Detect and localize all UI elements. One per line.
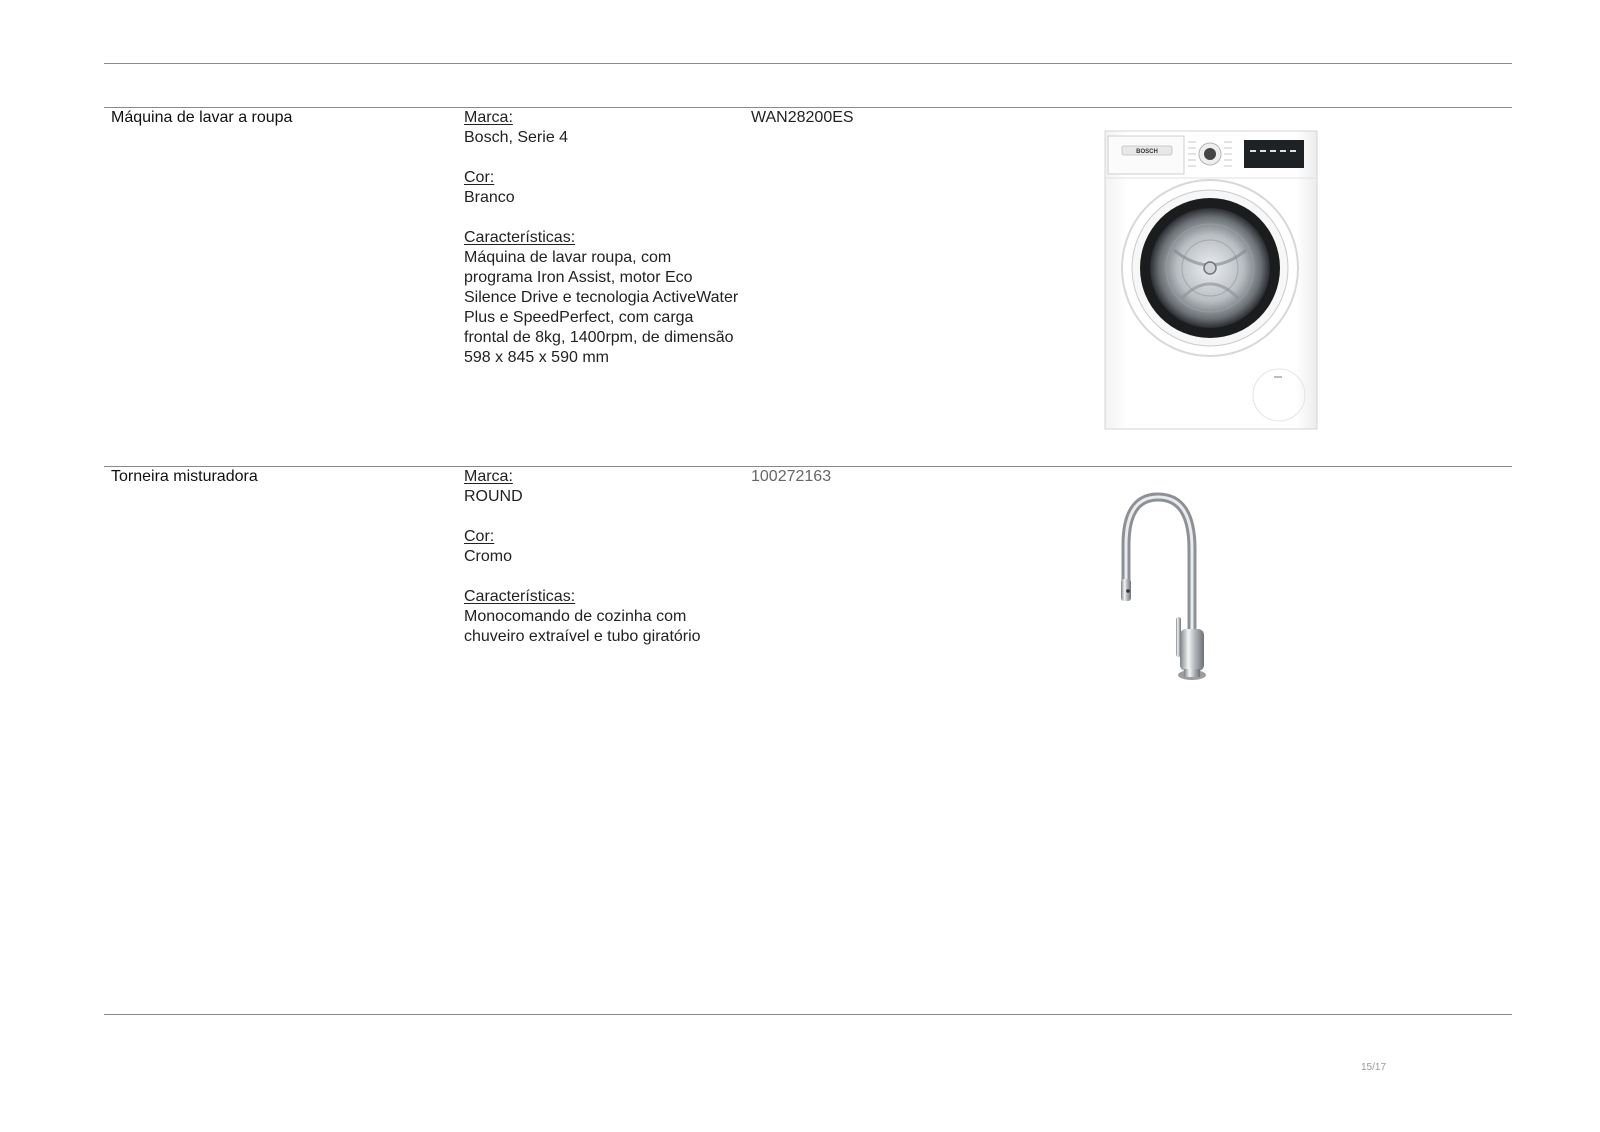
product-specs [464, 467, 739, 647]
product-name: Torneira misturadora [111, 468, 258, 485]
product-specs [464, 108, 739, 368]
spec-value-brand: Bosch, Serie 4 [464, 129, 569, 146]
kitchen-faucet-photo [1114, 489, 1214, 689]
spec-value-features: Máquina de lavar roupa, com programa Iron Assist, motor Eco Silence Drive e tecnologia ActiveWater Plus e SpeedPerfect, com carga frontal de 8kg, 1400rpm, de dimensão 598 x 845 x 590 mm [464, 249, 739, 366]
brand-logo-text: BOSCH [1136, 149, 1158, 155]
spec-value-features: Monocomando de cozinha com chuveiro extraível e tubo giratório [464, 608, 701, 645]
top-divider [104, 63, 1512, 64]
spec-value-color: Branco [464, 189, 515, 206]
product-row-washing-machine [104, 108, 1512, 463]
spec-label-color: Cor: [464, 169, 495, 186]
bottom-divider [104, 1014, 1512, 1015]
product-name: Máquina de lavar a roupa [111, 109, 293, 126]
spec-value-color: Cromo [464, 548, 513, 565]
spec-value-brand: ROUND [464, 488, 523, 505]
washing-machine-photo [1104, 130, 1318, 430]
product-code: 100272163 [751, 468, 832, 485]
spec-label-brand: Marca: [464, 468, 513, 485]
spec-label-brand: Marca: [464, 109, 513, 126]
spec-label-features: Características: [464, 588, 576, 605]
spec-label-features: Características: [464, 229, 576, 246]
product-row-faucet [104, 467, 1512, 797]
product-code: WAN28200ES [751, 109, 854, 126]
spec-label-color: Cor: [464, 528, 495, 545]
page-number: 15/17 [1361, 1062, 1387, 1073]
